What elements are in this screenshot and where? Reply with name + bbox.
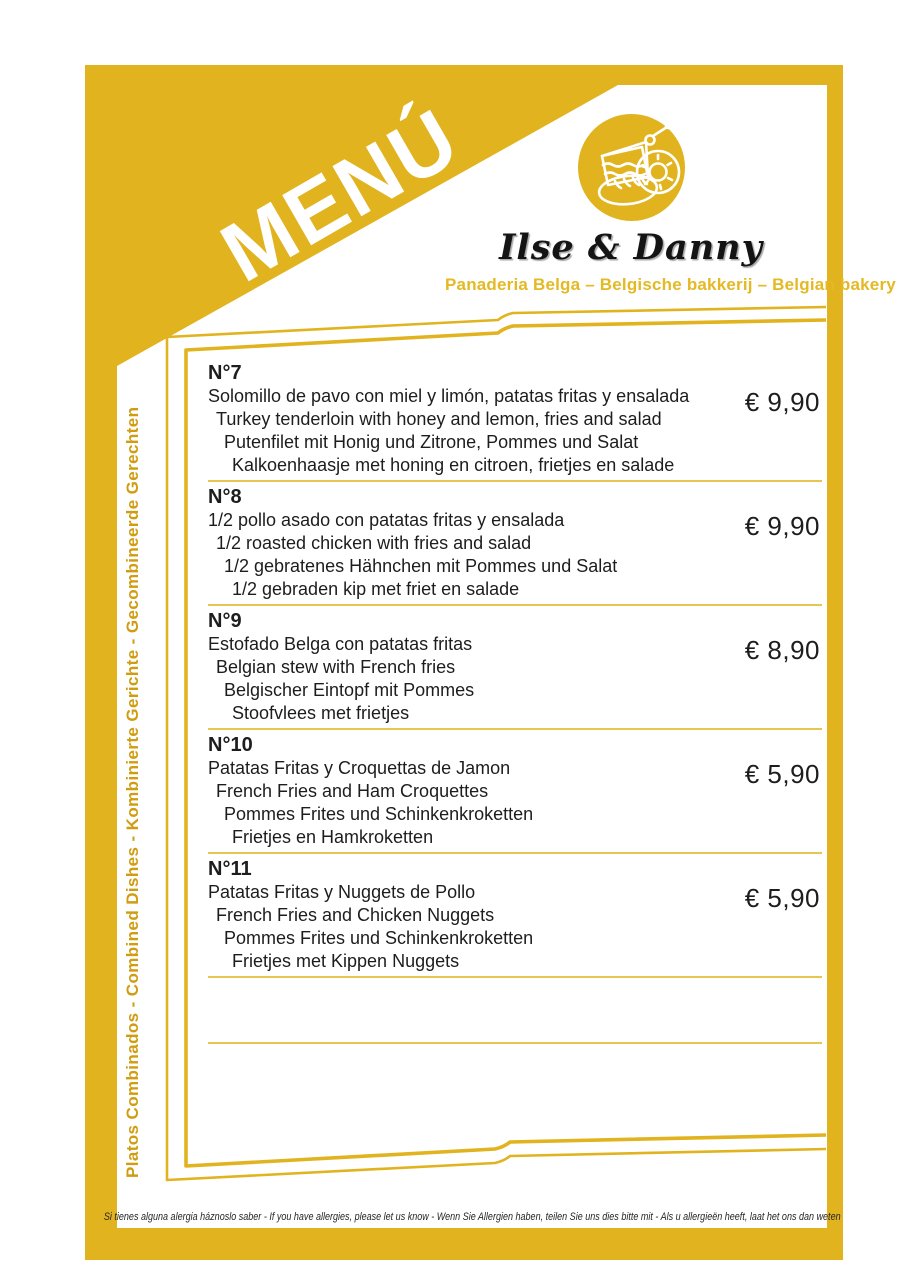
side-category-text: Platos Combinados - Combined Dishes - Kombinierte Gerichte - Gecombineerde Gerechten <box>123 406 142 1178</box>
item-line-en: 1/2 roasted chicken with fries and salad <box>216 533 532 553</box>
item-line-es: Solomillo de pavo con miel y limón, patatas fritas y ensalada <box>208 386 690 406</box>
allergy-notice-bar <box>103 1205 841 1229</box>
item-line-de: Belgischer Eintopf mit Pommes <box>224 680 475 700</box>
item-line-nl: Kalkoenhaasje met honing en citroen, frietjes en salade <box>232 455 675 475</box>
item-line-de: Pommes Frites und Schinkenkroketten <box>224 928 534 948</box>
empty-section-separator <box>208 981 822 1044</box>
item-line-es: Patatas Fritas y Nuggets de Pollo <box>208 882 476 902</box>
item-line-nl: 1/2 gebraden kip met friet en salade <box>232 579 520 599</box>
item-line-nl: Stoofvlees met frietjes <box>232 703 410 723</box>
item-line-nl: Frietjes en Hamkroketten <box>232 827 434 847</box>
item-number: N°11 <box>208 858 252 880</box>
menu-item-n7 <box>208 361 822 482</box>
brand-block <box>445 227 896 295</box>
item-price: € 5,90 <box>744 883 820 913</box>
bakery-logo-art <box>578 114 685 221</box>
item-price: € 5,90 <box>744 759 820 789</box>
menu-item-n11 <box>208 857 822 978</box>
item-line-de: 1/2 gebratenes Hähnchen mit Pommes und Salat <box>224 556 618 576</box>
menu-banner-title: MENÚ <box>205 90 475 300</box>
item-line-es: Patatas Fritas y Croquettas de Jamon <box>208 758 511 778</box>
menu-item-n8 <box>208 485 822 606</box>
item-line-en: Belgian stew with French fries <box>216 657 456 677</box>
item-line-nl: Frietjes met Kippen Nuggets <box>232 951 460 971</box>
item-line-de: Putenfilet mit Honig und Zitrone, Pommes und Salat <box>224 432 639 452</box>
item-price: € 9,90 <box>744 387 820 417</box>
item-line-es: Estofado Belga con patatas fritas <box>208 634 473 654</box>
item-number: N°10 <box>208 734 253 756</box>
menu-items-list <box>208 361 822 1044</box>
menu-page <box>85 65 896 1260</box>
item-number: N°7 <box>208 362 242 384</box>
item-line-en: French Fries and Ham Croquettes <box>216 781 489 801</box>
menu-item-n9 <box>208 609 822 730</box>
item-number: N°8 <box>208 486 242 508</box>
allergy-notice-text: Si tienes alguna alergia háznoslo saber - If you have allergies, please let us know - Wenn Sie Allergien haben, teilen Sie uns dies bitte mit - Als u allergieën heeft, laat het ons dan weten <box>103 1211 841 1223</box>
item-line-en: Turkey tenderloin with honey and lemon, fries and salad <box>216 409 662 429</box>
item-number: N°9 <box>208 610 242 632</box>
item-price: € 8,90 <box>744 635 820 665</box>
item-price: € 9,90 <box>744 511 820 541</box>
item-line-de: Pommes Frites und Schinkenkroketten <box>224 804 534 824</box>
item-line-es: 1/2 pollo asado con patatas fritas y ensalada <box>208 510 565 530</box>
item-line-en: French Fries and Chicken Nuggets <box>216 905 495 925</box>
menu-item-n10 <box>208 733 822 854</box>
brand-tagline: Panaderia Belga – Belgische bakkerij – Belgian bakery <box>445 275 896 294</box>
bakery-logo <box>578 114 685 221</box>
brand-name: Ilse & Danny <box>499 227 763 268</box>
